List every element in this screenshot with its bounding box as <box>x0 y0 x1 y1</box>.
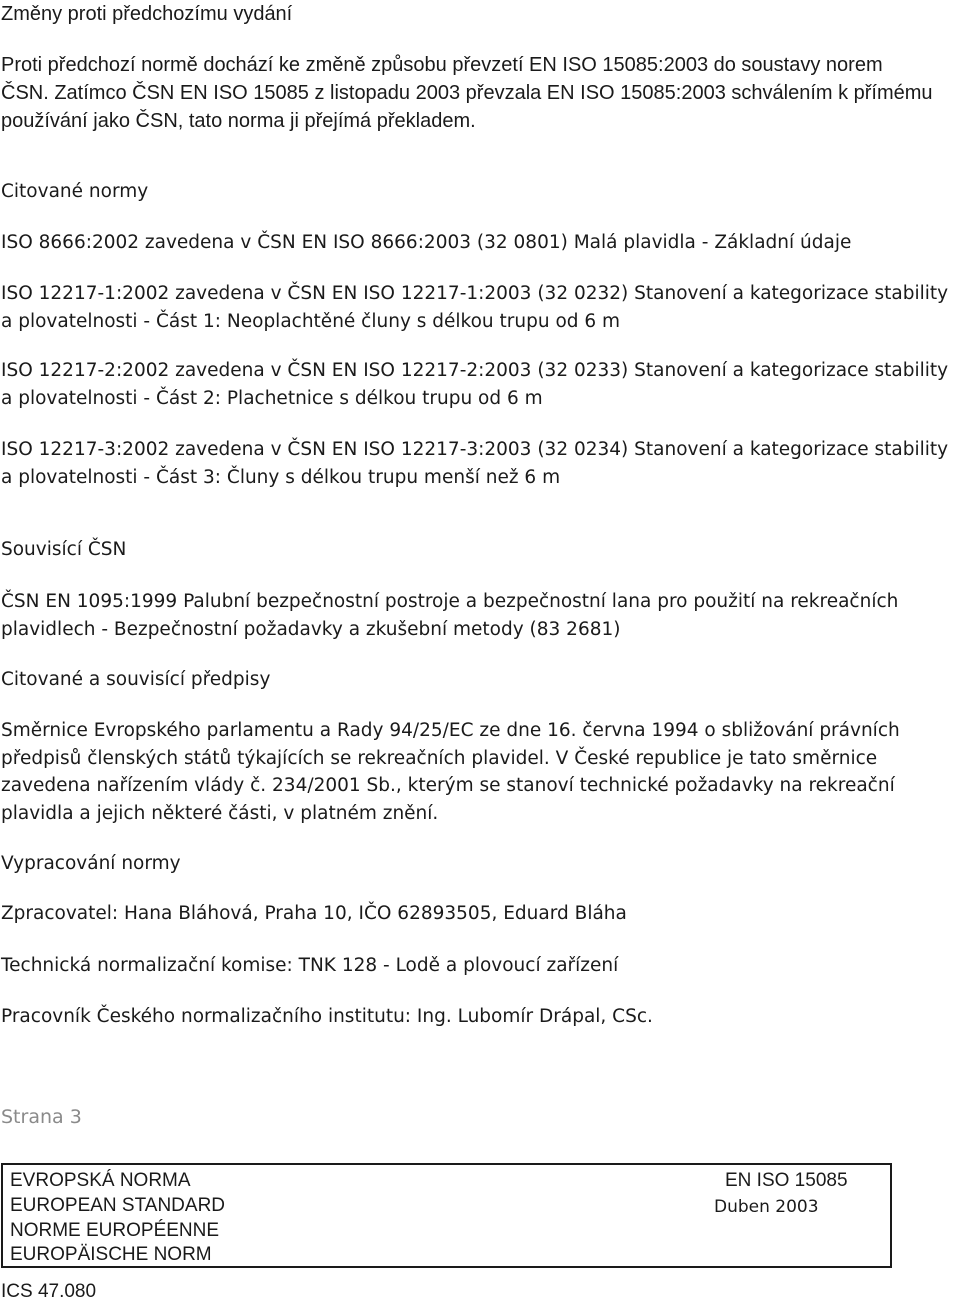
standard-name-de: EUROPÄISCHE NORM <box>10 1244 212 1265</box>
preparation-heading: Vypracování normy <box>1 853 181 874</box>
standard-name-cs: EVROPSKÁ NORMA <box>10 1170 191 1191</box>
item-line: a plovatelnosti - Část 1: Neoplachtěné čluny s délkou trupu od 6 m <box>1 310 621 332</box>
institute-worker-line: Pracovník Českého normalizačního institutu: Ing. Lubomír Drápal, CSc. <box>1 1006 653 1027</box>
paragraph-line: používání jako ČSN, tato norma ji přejímá překladem. <box>1 110 476 132</box>
changes-paragraph <box>1 51 933 135</box>
standard-number: EN ISO 15085 <box>725 1170 848 1191</box>
related-standards-paragraph <box>1 588 898 643</box>
item-line: a plovatelnosti - Část 3: Čluny s délkou trupu menší než 6 m <box>1 466 561 488</box>
page-number: Strana 3 <box>1 1106 82 1128</box>
item-line: ISO 12217-1:2002 zavedena v ČSN EN ISO 12217-1:2003 (32 0232) Stanovení a kategorizace stability <box>1 283 949 304</box>
related-standards-heading: Souvisící ČSN <box>1 539 127 560</box>
ics-code: ICS 47.080 <box>1 1281 97 1302</box>
standard-name-fr: NORME EUROPÉENNE <box>10 1220 220 1241</box>
cited-standard-item <box>1 436 948 491</box>
standard-date: Duben 2003 <box>714 1197 819 1217</box>
standard-header-box <box>1 1163 892 1268</box>
processor-line: Zpracovatel: Hana Bláhová, Praha 10, IČO 62893505, Eduard Bláha <box>1 903 627 924</box>
paragraph-line: Proti předchozí normě dochází ke změně způsobu převzetí EN ISO 15085:2003 do soustavy norem <box>1 54 883 76</box>
paragraph-line: Směrnice Evropského parlamentu a Rady 94/25/EC ze dne 16. června 1994 o sbližování právních <box>1 720 900 741</box>
paragraph-line: ČSN. Zatímco ČSN EN ISO 15085 z listopadu 2003 převzala EN ISO 15085:2003 schválením k přímému <box>1 82 933 104</box>
paragraph-line: plavidla a jejich některé části, v platném znění. <box>1 802 439 824</box>
cited-standards-heading: Citované normy <box>1 181 149 202</box>
regulations-heading: Citované a souvisící předpisy <box>1 669 271 690</box>
item-line: a plovatelnosti - Část 2: Plachetnice s délkou trupu od 6 m <box>1 387 543 409</box>
item-line: ISO 8666:2002 zavedena v ČSN EN ISO 8666:2003 (32 0801) Malá plavidla - Základní údaje <box>1 232 852 253</box>
paragraph-line: zavedena nařízením vlády č. 234/2001 Sb., kterým se stanoví technické požadavky na rekreační <box>1 775 895 796</box>
item-line: ISO 12217-2:2002 zavedena v ČSN EN ISO 12217-2:2003 (32 0233) Stanovení a kategorizace stability <box>1 360 949 381</box>
paragraph-line: předpisů členských států týkajících se rekreačních plavidel. V České republice je tato směrnice <box>1 747 878 769</box>
cited-standard-item <box>1 229 851 257</box>
regulations-paragraph <box>1 717 900 827</box>
paragraph-line: plavidlech - Bezpečnostní požadavky a zkušební metody (83 2681) <box>1 618 621 640</box>
paragraph-line: ČSN EN 1095:1999 Palubní bezpečnostní postroje a bezpečnostní lana pro použití na rekreačních <box>1 591 899 612</box>
standard-name-en: EUROPEAN STANDARD <box>10 1195 226 1216</box>
item-line: ISO 12217-3:2002 zavedena v ČSN EN ISO 12217-3:2003 (32 0234) Stanovení a kategorizace stability <box>1 439 949 460</box>
committee-line: Technická normalizační komise: TNK 128 - Lodě a plovoucí zařízení <box>1 955 619 976</box>
cited-standard-item <box>1 357 948 412</box>
changes-heading: Změny proti předchozímu vydání <box>1 3 293 25</box>
cited-standard-item <box>1 280 948 335</box>
